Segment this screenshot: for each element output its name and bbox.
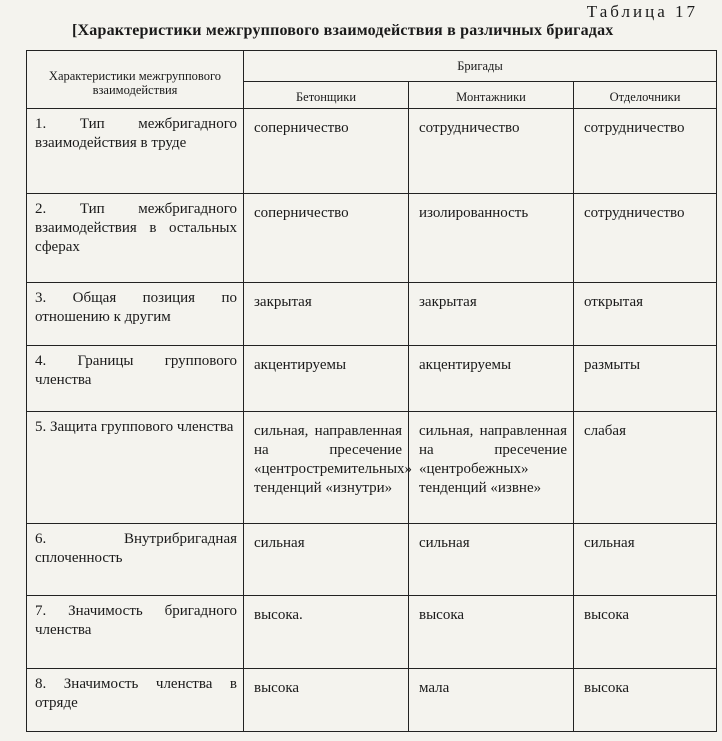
cell-value: сильная: [244, 523, 409, 596]
row-label: 1. Тип межбригадного взаимодействия в труде: [27, 109, 244, 194]
row-label: 2. Тип межбригадного взаимодействия в остальных сферах: [27, 193, 244, 282]
header-brigades: Бригады: [244, 51, 717, 82]
header-col-concrete: Бетонщики: [244, 82, 409, 109]
header-col-finishers: Отделочники: [574, 82, 717, 109]
row-label: 7. Значимость бригадного членства: [27, 596, 244, 669]
cell-value: высока: [574, 669, 717, 732]
table-row: [27, 669, 717, 732]
table-row: [27, 109, 717, 194]
table-row: [27, 596, 717, 669]
row-label: 5. Защита группового членства: [27, 412, 244, 523]
header-characteristics: Характеристики межгруппового взаимодействия: [27, 51, 244, 109]
table-row: [27, 523, 717, 596]
cell-value: сильная, направленная на пресечение «центростремительных» тенденций «изнутри»: [244, 412, 409, 523]
cell-value: сотрудничество: [574, 193, 717, 282]
cell-value: соперничество: [244, 109, 409, 194]
table-row: [27, 282, 717, 345]
cell-value: сильная: [409, 523, 574, 596]
cell-value: акцентируемы: [244, 345, 409, 412]
cell-value: сильная: [574, 523, 717, 596]
table-row: [27, 412, 717, 523]
cell-value: открытая: [574, 282, 717, 345]
row-label: 4. Границы группового членства: [27, 345, 244, 412]
header-col-installers: Монтажники: [409, 82, 574, 109]
table-title: [Характеристики межгруппового взаимодействия в различных бригадах: [72, 22, 614, 39]
row-label: 3. Общая позиция по отношению к другим: [27, 282, 244, 345]
cell-value: слабая: [574, 412, 717, 523]
cell-value: высока: [574, 596, 717, 669]
cell-value: сотрудничество: [409, 109, 574, 194]
cell-value: закрытая: [409, 282, 574, 345]
cell-value: высока: [244, 669, 409, 732]
cell-value: акцентируемы: [409, 345, 574, 412]
table-number: Таблица 17: [586, 2, 698, 21]
cell-value: размыты: [574, 345, 717, 412]
cell-value: изолированность: [409, 193, 574, 282]
cell-value: сильная, направленная на пресечение «центробежных» тенденций «извне»: [409, 412, 574, 523]
cell-value: высока: [409, 596, 574, 669]
table-row: [27, 193, 717, 282]
characteristics-table: [26, 50, 717, 732]
cell-value: соперничество: [244, 193, 409, 282]
cell-value: сотрудничество: [574, 109, 717, 194]
row-label: 8. Значимость членства в отряде: [27, 669, 244, 732]
table-row: [27, 345, 717, 412]
cell-value: мала: [409, 669, 574, 732]
row-label: 6. Внутрибригадная сплоченность: [27, 523, 244, 596]
cell-value: высока.: [244, 596, 409, 669]
cell-value: закрытая: [244, 282, 409, 345]
